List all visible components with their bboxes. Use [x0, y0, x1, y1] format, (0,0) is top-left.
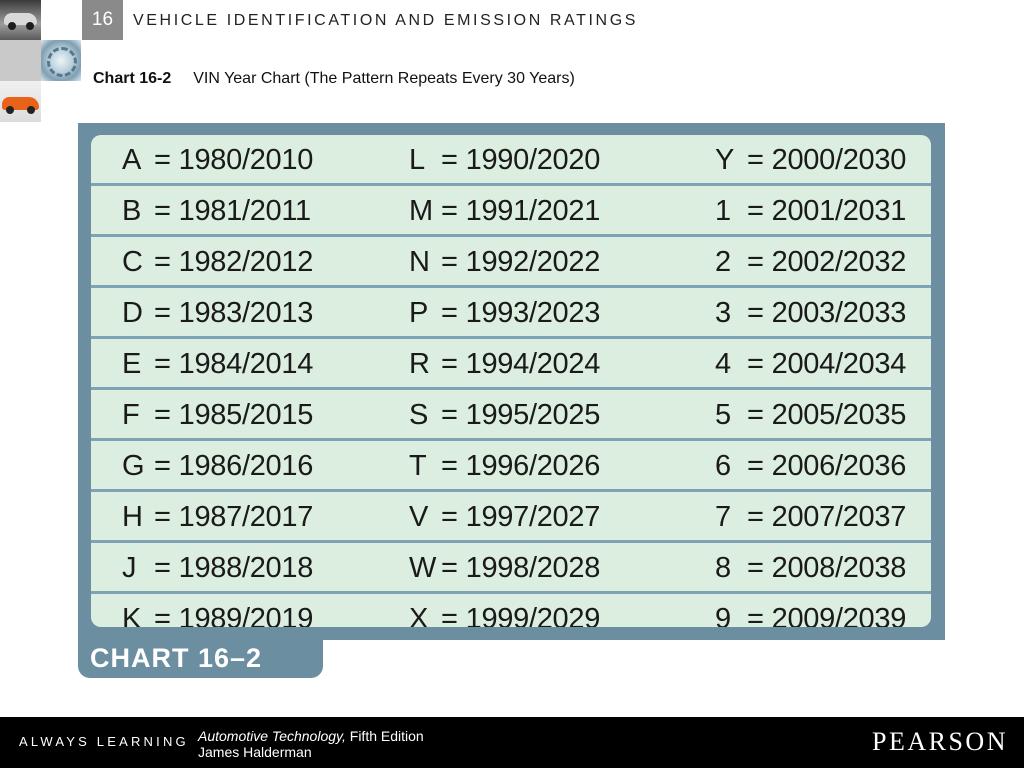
equals-sign: =: [154, 144, 171, 176]
equals-sign: =: [441, 195, 458, 227]
vin-code: W: [409, 552, 437, 584]
vin-entry: [715, 492, 906, 540]
equals-sign: =: [441, 348, 458, 380]
vin-code: V: [409, 501, 429, 533]
vin-years: 1994/2024: [465, 348, 601, 380]
vin-years: 1993/2023: [465, 297, 601, 329]
caption-label: Chart 16-2: [93, 70, 172, 87]
equals-sign: =: [441, 399, 458, 431]
table-row: [91, 183, 931, 234]
vin-entry: [715, 288, 906, 336]
vin-code: G: [122, 450, 145, 482]
equals-sign: =: [154, 246, 171, 278]
equals-sign: =: [747, 195, 764, 227]
vin-entry: [122, 186, 311, 234]
vin-code: H: [122, 501, 143, 533]
vin-years: 2001/2031: [771, 195, 907, 227]
vin-entry: [122, 441, 313, 489]
vin-entry: [409, 339, 600, 387]
grey-swatch: [0, 40, 41, 81]
vin-entry: [122, 543, 313, 591]
chart-tab-label: CHART 16–2: [78, 640, 323, 678]
vin-years: 1987/2017: [178, 501, 314, 533]
equals-sign: =: [441, 297, 458, 329]
book-info: [198, 728, 424, 760]
equals-sign: =: [154, 501, 171, 533]
vin-years: 1991/2021: [465, 195, 601, 227]
vin-years: 1983/2013: [178, 297, 314, 329]
vin-entry: [409, 492, 600, 540]
equals-sign: =: [441, 450, 458, 482]
vin-years: 1985/2015: [178, 399, 314, 431]
vin-years: 1984/2014: [178, 348, 314, 380]
equals-sign: =: [154, 195, 171, 227]
vin-code: 9: [715, 603, 731, 627]
vin-years: 1995/2025: [465, 399, 601, 431]
equals-sign: =: [441, 552, 458, 584]
vin-years: 1986/2016: [178, 450, 314, 482]
equals-sign: =: [154, 348, 171, 380]
vin-code: R: [409, 348, 430, 380]
vin-entry: [715, 186, 906, 234]
vin-code: C: [122, 246, 143, 278]
vin-entry: [409, 543, 600, 591]
vin-years: 2003/2033: [771, 297, 907, 329]
equals-sign: =: [441, 501, 458, 533]
book-title: Automotive Technology,: [198, 728, 346, 744]
vin-code: P: [409, 297, 429, 329]
gear-photo-icon: [41, 40, 81, 81]
vin-years: 1992/2022: [465, 246, 601, 278]
vin-entry: [409, 288, 600, 336]
book-edition: Fifth Edition: [345, 728, 424, 744]
vin-code: 2: [715, 246, 731, 278]
table-row: [91, 387, 931, 438]
vin-entry: [122, 237, 313, 285]
equals-sign: =: [747, 399, 764, 431]
vin-code: 7: [715, 501, 731, 533]
vin-entry: [715, 543, 906, 591]
table-row: [91, 438, 931, 489]
vin-code: S: [409, 399, 429, 431]
vin-code: T: [409, 450, 427, 482]
table-row: [91, 135, 931, 183]
vin-entry: [715, 237, 906, 285]
vin-entry: [715, 135, 906, 183]
equals-sign: =: [154, 450, 171, 482]
vin-entry: [122, 288, 313, 336]
vin-code: J: [122, 552, 137, 584]
equals-sign: =: [154, 399, 171, 431]
vin-years: 1998/2028: [465, 552, 601, 584]
vin-code: F: [122, 399, 140, 431]
equals-sign: =: [154, 552, 171, 584]
car-photo-icon: [0, 81, 41, 122]
vin-years: 2007/2037: [771, 501, 907, 533]
footer-tagline: ALWAYS LEARNING: [19, 734, 189, 749]
vin-code: K: [122, 603, 142, 627]
vin-entry: [122, 390, 313, 438]
vin-years: 1996/2026: [465, 450, 601, 482]
vin-code: L: [409, 144, 425, 176]
vin-years: 1990/2020: [465, 144, 601, 176]
vin-entry: [122, 492, 313, 540]
vin-entry: [409, 186, 600, 234]
vin-years: 1981/2011: [178, 195, 311, 227]
vin-code: 4: [715, 348, 731, 380]
vin-entry: [409, 237, 600, 285]
vin-years: 1980/2010: [178, 144, 314, 176]
equals-sign: =: [154, 603, 171, 627]
equals-sign: =: [441, 144, 458, 176]
vin-years: 1982/2012: [178, 246, 314, 278]
vin-years: 2002/2032: [771, 246, 907, 278]
vin-entry: [122, 339, 313, 387]
vin-years: 1997/2027: [465, 501, 601, 533]
vin-code: Y: [715, 144, 735, 176]
vin-years: 2004/2034: [771, 348, 907, 380]
vin-code: 8: [715, 552, 731, 584]
vin-code: D: [122, 297, 143, 329]
equals-sign: =: [747, 348, 764, 380]
vin-code: A: [122, 144, 142, 176]
vin-year-table: [91, 135, 931, 627]
caption-text: VIN Year Chart (The Pattern Repeats Every 30 Years): [193, 70, 575, 87]
slide-caption: [93, 70, 575, 88]
table-row: [91, 540, 931, 591]
equals-sign: =: [747, 603, 764, 627]
table-row: [91, 285, 931, 336]
vin-years: 2006/2036: [771, 450, 907, 482]
vin-years: 1989/2019: [178, 603, 314, 627]
vin-entry: [409, 135, 600, 183]
equals-sign: =: [154, 297, 171, 329]
equals-sign: =: [441, 603, 458, 627]
vin-entry: [715, 339, 906, 387]
vin-entry: [122, 135, 313, 183]
vin-year-chart: [78, 123, 945, 640]
chapter-number: 16: [82, 0, 123, 40]
vin-entry: [409, 390, 600, 438]
equals-sign: =: [747, 246, 764, 278]
table-row: [91, 591, 931, 627]
vin-code: B: [122, 195, 142, 227]
vin-entry: [122, 594, 313, 627]
equals-sign: =: [747, 144, 764, 176]
vin-years: 2008/2038: [771, 552, 907, 584]
vin-code: 5: [715, 399, 731, 431]
equals-sign: =: [747, 450, 764, 482]
book-author: James Halderman: [198, 744, 312, 760]
header-thumbnail-strip: [0, 0, 41, 122]
table-row: [91, 489, 931, 540]
vin-code: E: [122, 348, 142, 380]
equals-sign: =: [441, 246, 458, 278]
vin-code: X: [409, 603, 429, 627]
vin-entry: [715, 441, 906, 489]
vin-entry: [715, 594, 906, 627]
vin-entry: [409, 441, 600, 489]
publisher-logo: PEARSON: [872, 727, 1008, 756]
vin-years: 1988/2018: [178, 552, 314, 584]
equals-sign: =: [747, 552, 764, 584]
vin-code: N: [409, 246, 430, 278]
table-row: [91, 336, 931, 387]
footer-bar: [0, 717, 1024, 768]
vin-years: 2009/2039: [771, 603, 907, 627]
vin-years: 2005/2035: [771, 399, 907, 431]
vin-entry: [409, 594, 600, 627]
vin-entry: [715, 390, 906, 438]
vin-years: 2000/2030: [771, 144, 907, 176]
chapter-title: VEHICLE IDENTIFICATION AND EMISSION RATINGS: [133, 12, 639, 29]
vin-code: 1: [715, 195, 731, 227]
equals-sign: =: [747, 297, 764, 329]
table-row: [91, 234, 931, 285]
equals-sign: =: [747, 501, 764, 533]
car-photo-icon: [0, 0, 41, 40]
vin-code: 6: [715, 450, 731, 482]
vin-code: M: [409, 195, 433, 227]
vin-years: 1999/2029: [465, 603, 601, 627]
vin-code: 3: [715, 297, 731, 329]
